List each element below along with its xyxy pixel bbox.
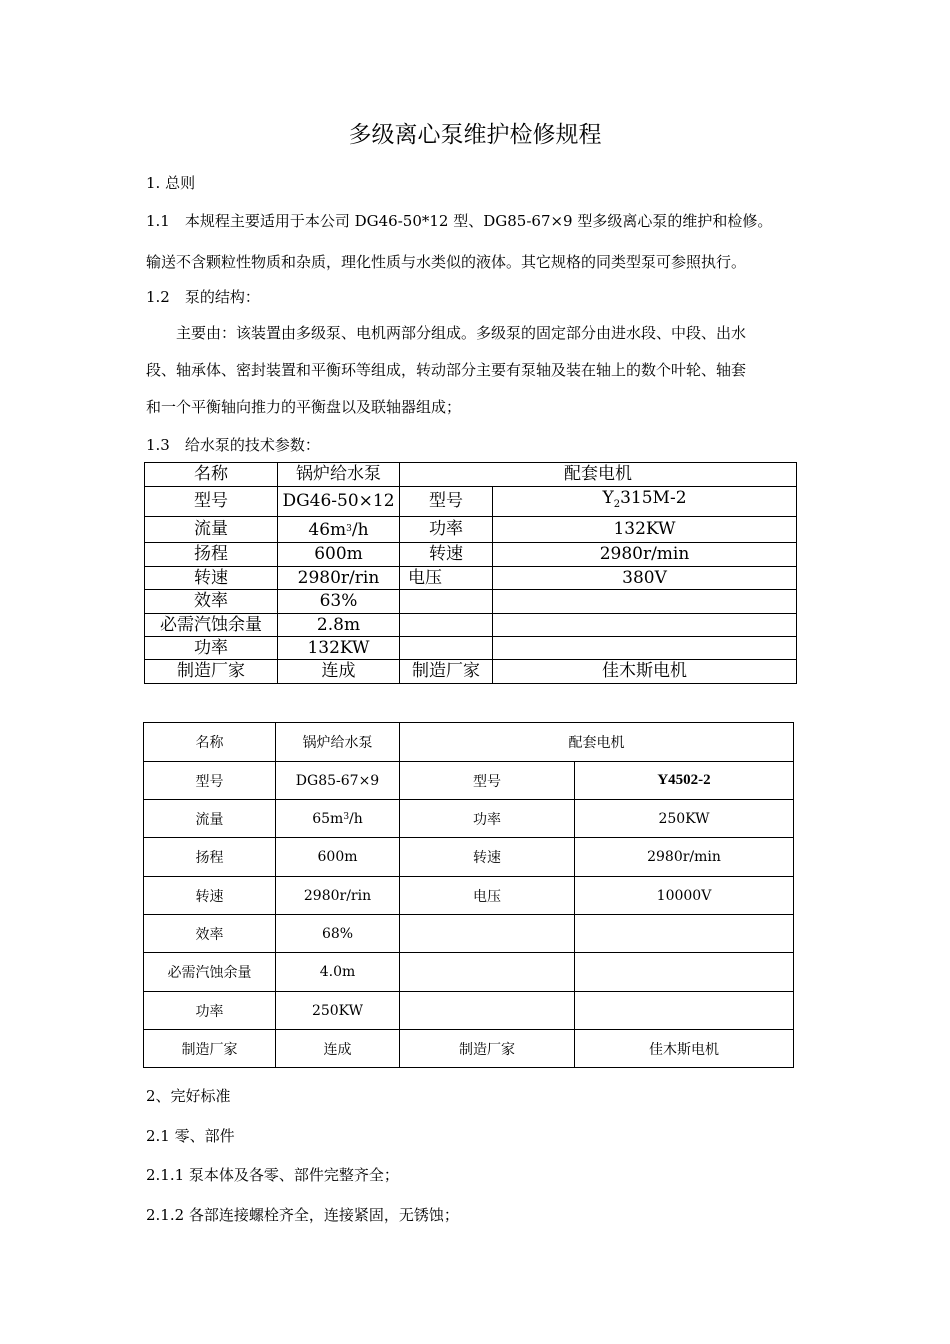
cell-text: 46m	[308, 519, 347, 540]
table-row	[145, 590, 797, 614]
table-cell: 效率	[145, 590, 278, 614]
structure-paragraph-line-3: 和一个平衡轴向推力的平衡盘以及联轴器组成；	[146, 398, 462, 416]
table-cell: 佳木斯电机	[493, 660, 797, 684]
section-1-3-heading: 1.3 给水泵的技术参数：	[146, 436, 320, 454]
table-row	[144, 877, 794, 915]
table-cell: 扬程	[144, 838, 276, 877]
table-cell	[400, 953, 575, 992]
table-cell: 必需汽蚀余量	[144, 953, 276, 992]
table-cell	[575, 992, 794, 1030]
superscript: 3	[346, 523, 352, 534]
table-row	[144, 953, 794, 992]
table-cell: 功率	[144, 992, 276, 1030]
table-cell	[400, 915, 575, 953]
table-cell	[400, 992, 575, 1030]
table-cell: 转速	[144, 877, 276, 915]
table-row	[144, 762, 794, 800]
table-cell	[575, 953, 794, 992]
structure-paragraph-line-2: 段、轴承体、密封装置和平衡环等组成，转动部分主要有泵轴及装在轴上的数个叶轮、轴套	[146, 361, 747, 379]
table-cell: 功率	[400, 800, 575, 838]
section-2-1-heading: 2.1 零、部件	[146, 1127, 235, 1145]
table-row	[144, 1030, 794, 1068]
table-cell: 效率	[144, 915, 276, 953]
table-cell: 2980r/min	[575, 838, 794, 877]
table-cell: 配套电机	[400, 723, 794, 762]
parameters-table-1	[144, 462, 797, 684]
table-cell: 600m	[278, 543, 400, 567]
table-cell	[400, 614, 493, 637]
table-cell: 4.0m	[276, 953, 400, 992]
table-cell: 转速	[400, 543, 493, 567]
table-cell: 132KW	[493, 517, 797, 543]
table-cell: 2980r/rin	[276, 877, 400, 915]
table-cell: 功率	[400, 517, 493, 543]
table-cell: 电压	[400, 567, 493, 590]
table-cell: 380V	[493, 567, 797, 590]
table-cell: 制造厂家	[144, 1030, 276, 1068]
section-1-2-heading: 1.2 泵的结构：	[146, 288, 260, 306]
table-cell	[278, 517, 400, 543]
table-cell: 63%	[278, 590, 400, 614]
table-cell: 名称	[144, 723, 276, 762]
table-cell: 2.8m	[278, 614, 400, 637]
table-cell: 连成	[278, 660, 400, 684]
table-cell	[493, 637, 797, 660]
table-cell: 250KW	[575, 800, 794, 838]
table-cell: DG85-67×9	[276, 762, 400, 800]
table-cell	[493, 590, 797, 614]
table-cell: 流量	[144, 800, 276, 838]
table-cell: 流量	[145, 517, 278, 543]
cell-text: /h	[349, 810, 363, 827]
structure-paragraph-line-1: 主要由：该装置由多级泵、电机两部分组成。多级泵的固定部分由进水段、中段、出水	[176, 324, 747, 342]
table-cell: 制造厂家	[145, 660, 278, 684]
table-row	[144, 800, 794, 838]
table-cell: 型号	[145, 487, 278, 517]
table-cell: 600m	[276, 838, 400, 877]
table-cell	[276, 800, 400, 838]
table-cell: 锅炉给水泵	[278, 463, 400, 487]
table-cell: 型号	[400, 487, 493, 517]
table-cell: 必需汽蚀余量	[145, 614, 278, 637]
section-1-heading: 1. 总则	[146, 174, 196, 192]
paragraph-1-1: 1.1 本规程主要适用于本公司 DG46-50*12 型、DG85-67×9 型多级离心泵的维护和检修。	[146, 212, 773, 230]
table-cell: 扬程	[145, 543, 278, 567]
document-title: 多级离心泵维护检修规程	[348, 122, 602, 148]
table-cell	[400, 637, 493, 660]
table-cell: DG46-50×12	[278, 487, 400, 517]
cell-text: 315M-2	[620, 488, 687, 508]
cell-text: 65m	[312, 810, 344, 827]
table-row	[145, 543, 797, 567]
table-cell: 连成	[276, 1030, 400, 1068]
section-2-heading: 2、完好标准	[146, 1087, 231, 1105]
table-cell	[493, 614, 797, 637]
item-2-1-2: 2.1.2 各部连接螺栓齐全，连接紧固，无锈蚀；	[146, 1206, 459, 1224]
table-row	[145, 637, 797, 660]
table-cell: 10000V	[575, 877, 794, 915]
parameters-table-2	[143, 722, 794, 1068]
table-cell: 132KW	[278, 637, 400, 660]
table-cell: 转速	[400, 838, 575, 877]
table-row	[145, 487, 797, 517]
subscript: 2	[613, 499, 621, 510]
table-row	[144, 915, 794, 953]
table-cell: 转速	[145, 567, 278, 590]
table-cell: 型号	[400, 762, 575, 800]
table-cell	[493, 487, 797, 517]
table-cell	[575, 915, 794, 953]
table-cell: 电压	[400, 877, 575, 915]
table-row	[145, 614, 797, 637]
table-cell: 68%	[276, 915, 400, 953]
table-header-row	[145, 463, 797, 487]
table-cell	[400, 590, 493, 614]
table-cell: 锅炉给水泵	[276, 723, 400, 762]
table-row	[145, 517, 797, 543]
cell-text: /h	[351, 519, 369, 540]
table-cell: 佳木斯电机	[575, 1030, 794, 1068]
table-cell: 250KW	[276, 992, 400, 1030]
table-cell: 制造厂家	[400, 660, 493, 684]
table-cell: 配套电机	[400, 463, 797, 487]
table-row	[145, 567, 797, 590]
table-cell: 2980r/rin	[278, 567, 400, 590]
paragraph-1-1-continued: 输送不含颗粒性物质和杂质，理化性质与水类似的液体。其它规格的同类型泵可参照执行。	[146, 253, 747, 271]
table-cell: Y4502-2	[575, 762, 794, 800]
table-row	[144, 992, 794, 1030]
table-cell: 制造厂家	[400, 1030, 575, 1068]
table-cell: 功率	[145, 637, 278, 660]
table-row	[144, 838, 794, 877]
table-cell: 名称	[145, 463, 278, 487]
table-header-row	[144, 723, 794, 762]
cell-text: Y	[602, 488, 614, 508]
table-cell: 型号	[144, 762, 276, 800]
item-2-1-1: 2.1.1 泵本体及各零、部件完整齐全；	[146, 1166, 399, 1184]
table-row	[145, 660, 797, 684]
table-cell: 2980r/min	[493, 543, 797, 567]
superscript: 3	[343, 811, 350, 822]
